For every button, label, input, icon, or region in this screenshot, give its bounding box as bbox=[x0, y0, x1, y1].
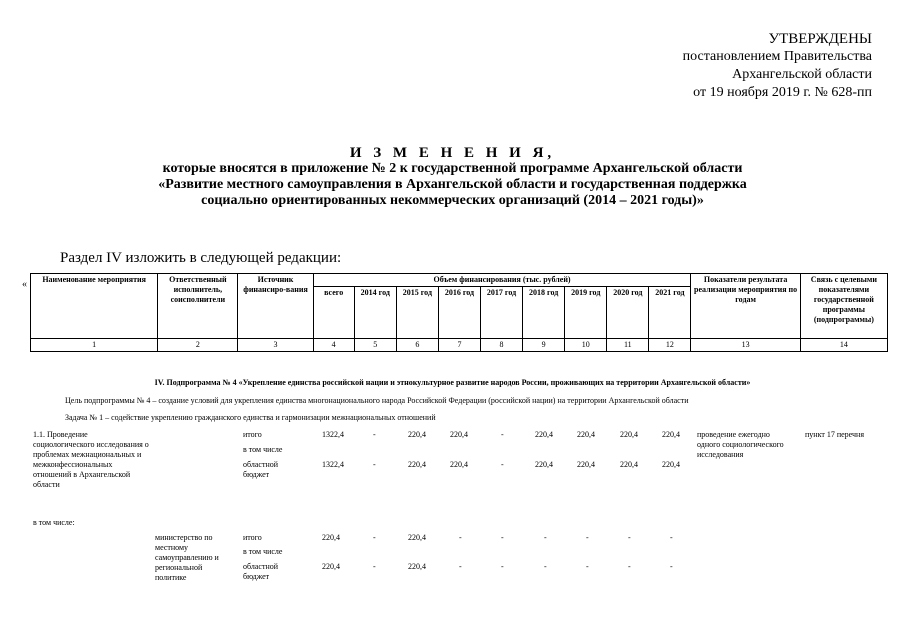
value-cell: 1322,4 bbox=[322, 460, 344, 469]
header-year: 2015 год bbox=[396, 287, 438, 339]
column-number: 5 bbox=[354, 339, 396, 352]
value-cell: 220,4 bbox=[322, 533, 340, 542]
value-cell: 220,4 bbox=[408, 460, 426, 469]
including-label: в том числе: bbox=[33, 518, 75, 527]
column-number: 10 bbox=[565, 339, 607, 352]
column-number: 6 bbox=[396, 339, 438, 352]
heading-line-1: которые вносятся в приложение № 2 к государственной программе Архангельской области bbox=[162, 161, 743, 176]
value-cell: 220,4 bbox=[450, 460, 468, 469]
section-instruction: Раздел IV изложить в следующей редакции: bbox=[60, 250, 342, 266]
column-number: 9 bbox=[523, 339, 565, 352]
value-cell: - bbox=[373, 430, 376, 439]
column-number: 8 bbox=[481, 339, 523, 352]
value-cell: 220,4 bbox=[408, 430, 426, 439]
value-cell: 220,4 bbox=[450, 430, 468, 439]
value-cell: 220,4 bbox=[662, 460, 680, 469]
result-indicator: проведение ежегодно одного социологического исследования bbox=[697, 430, 784, 459]
activity-name: 1.1. Проведение социологического исследования о проблемах межнациональных и межконфессиональных отношений в Архангельской области bbox=[33, 430, 149, 489]
header-funding: Объем финансирования (тыс. рублей) bbox=[313, 274, 691, 287]
value-cell: 1322,4 bbox=[322, 430, 344, 439]
approval-title: УТВЕРЖДЕНЫ bbox=[768, 31, 872, 47]
target-link: пункт 17 перечня bbox=[805, 430, 865, 439]
subprogram-task: Задача № 1 – содействие укреплению гражданского единства и гармонизации межнациональных отношений bbox=[65, 413, 436, 422]
value-cell: 220,4 bbox=[535, 460, 553, 469]
column-number: 7 bbox=[438, 339, 480, 352]
value-cell: - bbox=[459, 562, 462, 571]
source-including-label: в том числе bbox=[243, 445, 283, 454]
value-cell: 220,4 bbox=[620, 430, 638, 439]
header-col-executor: Ответственный исполнитель, соисполнители bbox=[158, 274, 238, 339]
source-budget-label: областной бюджет bbox=[243, 562, 279, 581]
header-col-results: Показатели результата реализации мероприятия по годам bbox=[691, 274, 800, 339]
value-cell: 220,4 bbox=[535, 430, 553, 439]
approval-block bbox=[612, 30, 872, 102]
value-cell: - bbox=[628, 562, 631, 571]
value-cell: - bbox=[670, 562, 673, 571]
header-year: 2016 год bbox=[438, 287, 480, 339]
value-cell: 220,4 bbox=[322, 562, 340, 571]
header-year: 2021 год bbox=[649, 287, 691, 339]
heading-line-2: «Развитие местного самоуправления в Архангельской области и государственная поддержка bbox=[158, 177, 747, 192]
header-table bbox=[30, 273, 888, 352]
value-cell: - bbox=[373, 533, 376, 542]
value-cell: - bbox=[670, 533, 673, 542]
column-number: 4 bbox=[313, 339, 354, 352]
value-cell: 220,4 bbox=[408, 533, 426, 542]
header-year: 2020 год bbox=[607, 287, 649, 339]
column-number: 14 bbox=[800, 339, 887, 352]
approval-line-2: Архангельской области bbox=[732, 67, 872, 82]
column-number: 2 bbox=[158, 339, 238, 352]
value-cell: - bbox=[373, 562, 376, 571]
value-cell: - bbox=[544, 533, 547, 542]
subprogram-title: IV. Подпрограмма № 4 «Укрепление единства российской нации и этнокультурное развитие народов России, проживающих на территории Архангельской области» bbox=[154, 378, 751, 387]
value-cell: - bbox=[501, 562, 504, 571]
header-year: 2014 год bbox=[354, 287, 396, 339]
value-cell: 220,4 bbox=[408, 562, 426, 571]
column-number: 12 bbox=[649, 339, 691, 352]
value-cell: 220,4 bbox=[620, 460, 638, 469]
approval-line-3: от 19 ноября 2019 г. № 628-пп bbox=[693, 85, 872, 100]
source-total-label: итого bbox=[243, 533, 262, 542]
value-cell: - bbox=[501, 430, 504, 439]
value-cell: - bbox=[586, 562, 589, 571]
heading-line-3: социально ориентированных некоммерческих организаций (2014 – 2021 годы)» bbox=[201, 193, 704, 208]
value-cell: 220,4 bbox=[662, 430, 680, 439]
header-year: 2019 год bbox=[565, 287, 607, 339]
approval-line-1: постановлением Правительства bbox=[682, 49, 872, 64]
column-number: 1 bbox=[31, 339, 158, 352]
value-cell: - bbox=[501, 533, 504, 542]
header-col-link: Связь с целевыми показателями государственной программы (подпрограммы) bbox=[800, 274, 887, 339]
quote-mark: « bbox=[22, 279, 27, 290]
document-heading bbox=[0, 145, 905, 209]
header-col-source: Источник финансиро-вания bbox=[238, 274, 313, 339]
column-number: 3 bbox=[238, 339, 313, 352]
column-number: 11 bbox=[607, 339, 649, 352]
value-cell: - bbox=[459, 533, 462, 542]
heading-main: И З М Е Н Е Н И Я, bbox=[349, 145, 556, 161]
value-cell: - bbox=[628, 533, 631, 542]
source-budget-label: областной бюджет bbox=[243, 460, 279, 479]
subprogram-goal: Цель подпрограммы № 4 – создание условий для укрепления единства многонационального народа Российской Федерации (российской нации) на территории Архангельской области bbox=[65, 396, 689, 405]
value-cell: - bbox=[544, 562, 547, 571]
value-cell: - bbox=[373, 460, 376, 469]
value-cell: - bbox=[501, 460, 504, 469]
value-cell: 220,4 bbox=[577, 430, 595, 439]
value-cell: - bbox=[586, 533, 589, 542]
source-total-label: итого bbox=[243, 430, 262, 439]
column-number: 13 bbox=[691, 339, 800, 352]
header-col-name: Наименование мероприятия bbox=[31, 274, 158, 339]
header-total: всего bbox=[313, 287, 354, 339]
executor-name: министерство по местному самоуправлению и региональной политике bbox=[155, 533, 219, 582]
header-year: 2018 год bbox=[523, 287, 565, 339]
value-cell: 220,4 bbox=[577, 460, 595, 469]
source-including-label: в том числе bbox=[243, 547, 283, 556]
header-year: 2017 год bbox=[481, 287, 523, 339]
